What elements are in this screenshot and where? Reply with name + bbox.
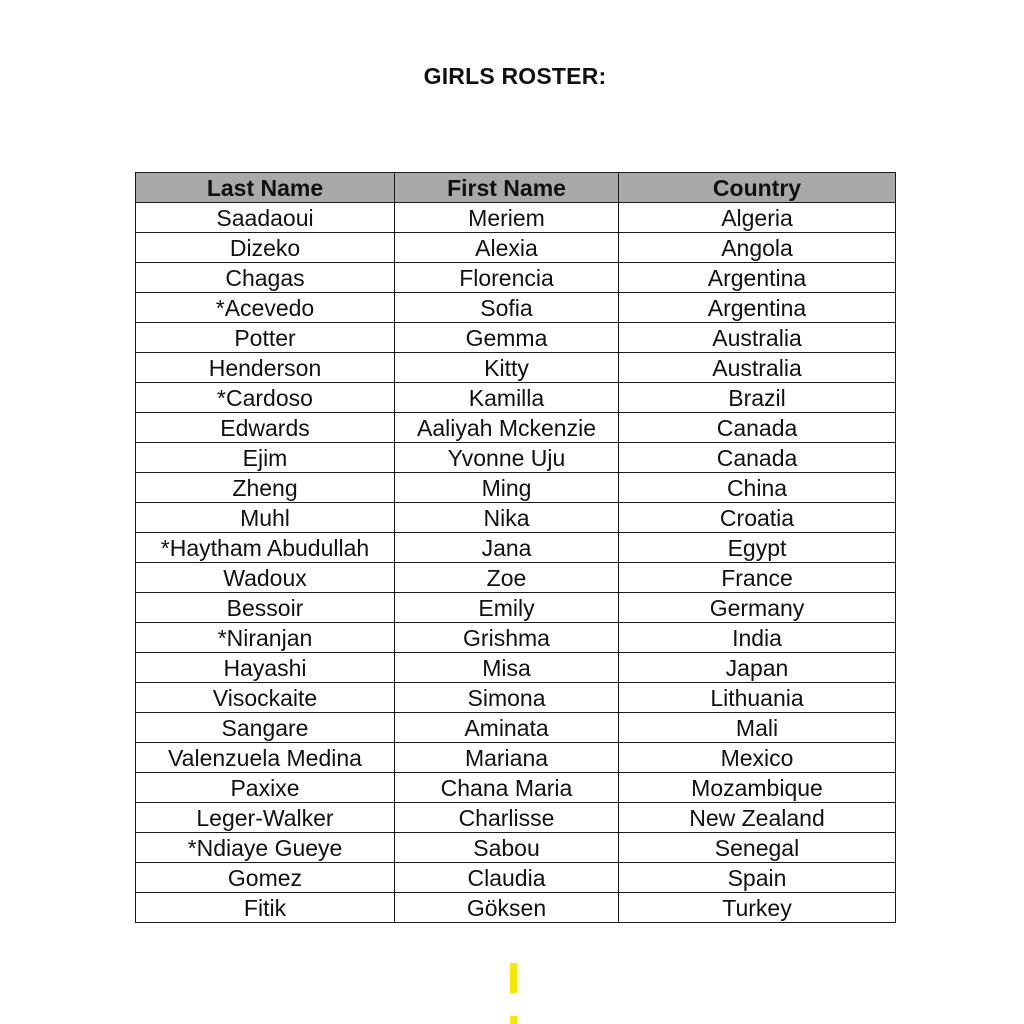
first-name-cell: Sabou — [395, 833, 619, 863]
first-name-cell: Ming — [395, 473, 619, 503]
country-cell: Argentina — [619, 293, 896, 323]
last-name-cell: *Ndiaye Gueye — [136, 833, 395, 863]
column-header-first-name: First Name — [395, 173, 619, 203]
country-cell: Australia — [619, 323, 896, 353]
table-row — [136, 443, 896, 473]
first-name-cell: Kamilla — [395, 383, 619, 413]
last-name-cell: *Cardoso — [136, 383, 395, 413]
first-name-cell: Claudia — [395, 863, 619, 893]
table-row — [136, 863, 896, 893]
country-cell: Senegal — [619, 833, 896, 863]
table-row — [136, 413, 896, 443]
last-name-cell: *Haytham Abudullah — [136, 533, 395, 563]
country-cell: China — [619, 473, 896, 503]
table-row — [136, 833, 896, 863]
column-header-last-name: Last Name — [136, 173, 395, 203]
first-name-cell: Gemma — [395, 323, 619, 353]
last-name-cell: Edwards — [136, 413, 395, 443]
first-name-cell: Mariana — [395, 743, 619, 773]
country-cell: Argentina — [619, 263, 896, 293]
table-row — [136, 533, 896, 563]
first-name-cell: Kitty — [395, 353, 619, 383]
first-name-cell: Yvonne Uju — [395, 443, 619, 473]
country-cell: India — [619, 623, 896, 653]
last-name-cell: Wadoux — [136, 563, 395, 593]
last-name-cell: Potter — [136, 323, 395, 353]
table-row — [136, 653, 896, 683]
country-cell: Egypt — [619, 533, 896, 563]
country-cell: Croatia — [619, 503, 896, 533]
table-row — [136, 623, 896, 653]
last-name-cell: Hayashi — [136, 653, 395, 683]
first-name-cell: Nika — [395, 503, 619, 533]
country-cell: Canada — [619, 443, 896, 473]
first-name-cell: Charlisse — [395, 803, 619, 833]
last-name-cell: Leger-Walker — [136, 803, 395, 833]
yellow-marker-lower — [510, 1016, 517, 1024]
country-cell: Brazil — [619, 383, 896, 413]
country-cell: Angola — [619, 233, 896, 263]
last-name-cell: *Niranjan — [136, 623, 395, 653]
last-name-cell: Paxixe — [136, 773, 395, 803]
country-cell: Lithuania — [619, 683, 896, 713]
last-name-cell: Ejim — [136, 443, 395, 473]
last-name-cell: Muhl — [136, 503, 395, 533]
table-row — [136, 683, 896, 713]
table-row — [136, 473, 896, 503]
table-row — [136, 203, 896, 233]
table-row — [136, 593, 896, 623]
table-row — [136, 353, 896, 383]
first-name-cell: Emily — [395, 593, 619, 623]
first-name-cell: Alexia — [395, 233, 619, 263]
country-cell: Canada — [619, 413, 896, 443]
first-name-cell: Florencia — [395, 263, 619, 293]
last-name-cell: *Acevedo — [136, 293, 395, 323]
first-name-cell: Chana Maria — [395, 773, 619, 803]
country-cell: Spain — [619, 863, 896, 893]
table-row — [136, 563, 896, 593]
first-name-cell: Sofia — [395, 293, 619, 323]
table-row — [136, 323, 896, 353]
first-name-cell: Aaliyah Mckenzie — [395, 413, 619, 443]
last-name-cell: Dizeko — [136, 233, 395, 263]
column-header-country: Country — [619, 173, 896, 203]
last-name-cell: Chagas — [136, 263, 395, 293]
roster-table-body — [136, 203, 896, 923]
table-row — [136, 713, 896, 743]
last-name-cell: Valenzuela Medina — [136, 743, 395, 773]
first-name-cell: Grishma — [395, 623, 619, 653]
last-name-cell: Saadaoui — [136, 203, 395, 233]
last-name-cell: Sangare — [136, 713, 395, 743]
table-row — [136, 503, 896, 533]
first-name-cell: Aminata — [395, 713, 619, 743]
country-cell: Algeria — [619, 203, 896, 233]
country-cell: Turkey — [619, 893, 896, 923]
table-row — [136, 743, 896, 773]
first-name-cell: Meriem — [395, 203, 619, 233]
first-name-cell: Jana — [395, 533, 619, 563]
country-cell: Australia — [619, 353, 896, 383]
country-cell: France — [619, 563, 896, 593]
country-cell: New Zealand — [619, 803, 896, 833]
table-row — [136, 893, 896, 923]
table-row — [136, 263, 896, 293]
last-name-cell: Bessoir — [136, 593, 395, 623]
table-row — [136, 383, 896, 413]
last-name-cell: Visockaite — [136, 683, 395, 713]
roster-table — [135, 172, 896, 923]
first-name-cell: Zoe — [395, 563, 619, 593]
table-row — [136, 773, 896, 803]
country-cell: Mexico — [619, 743, 896, 773]
table-header-row — [136, 173, 896, 203]
table-row — [136, 233, 896, 263]
last-name-cell: Gomez — [136, 863, 395, 893]
country-cell: Mali — [619, 713, 896, 743]
first-name-cell: Misa — [395, 653, 619, 683]
document-title: GIRLS ROSTER: — [423, 63, 607, 89]
first-name-cell: Simona — [395, 683, 619, 713]
table-row — [136, 803, 896, 833]
last-name-cell: Zheng — [136, 473, 395, 503]
last-name-cell: Fitik — [136, 893, 395, 923]
country-cell: Japan — [619, 653, 896, 683]
first-name-cell: Göksen — [395, 893, 619, 923]
yellow-marker — [510, 963, 517, 993]
last-name-cell: Henderson — [136, 353, 395, 383]
table-row — [136, 293, 896, 323]
country-cell: Mozambique — [619, 773, 896, 803]
country-cell: Germany — [619, 593, 896, 623]
